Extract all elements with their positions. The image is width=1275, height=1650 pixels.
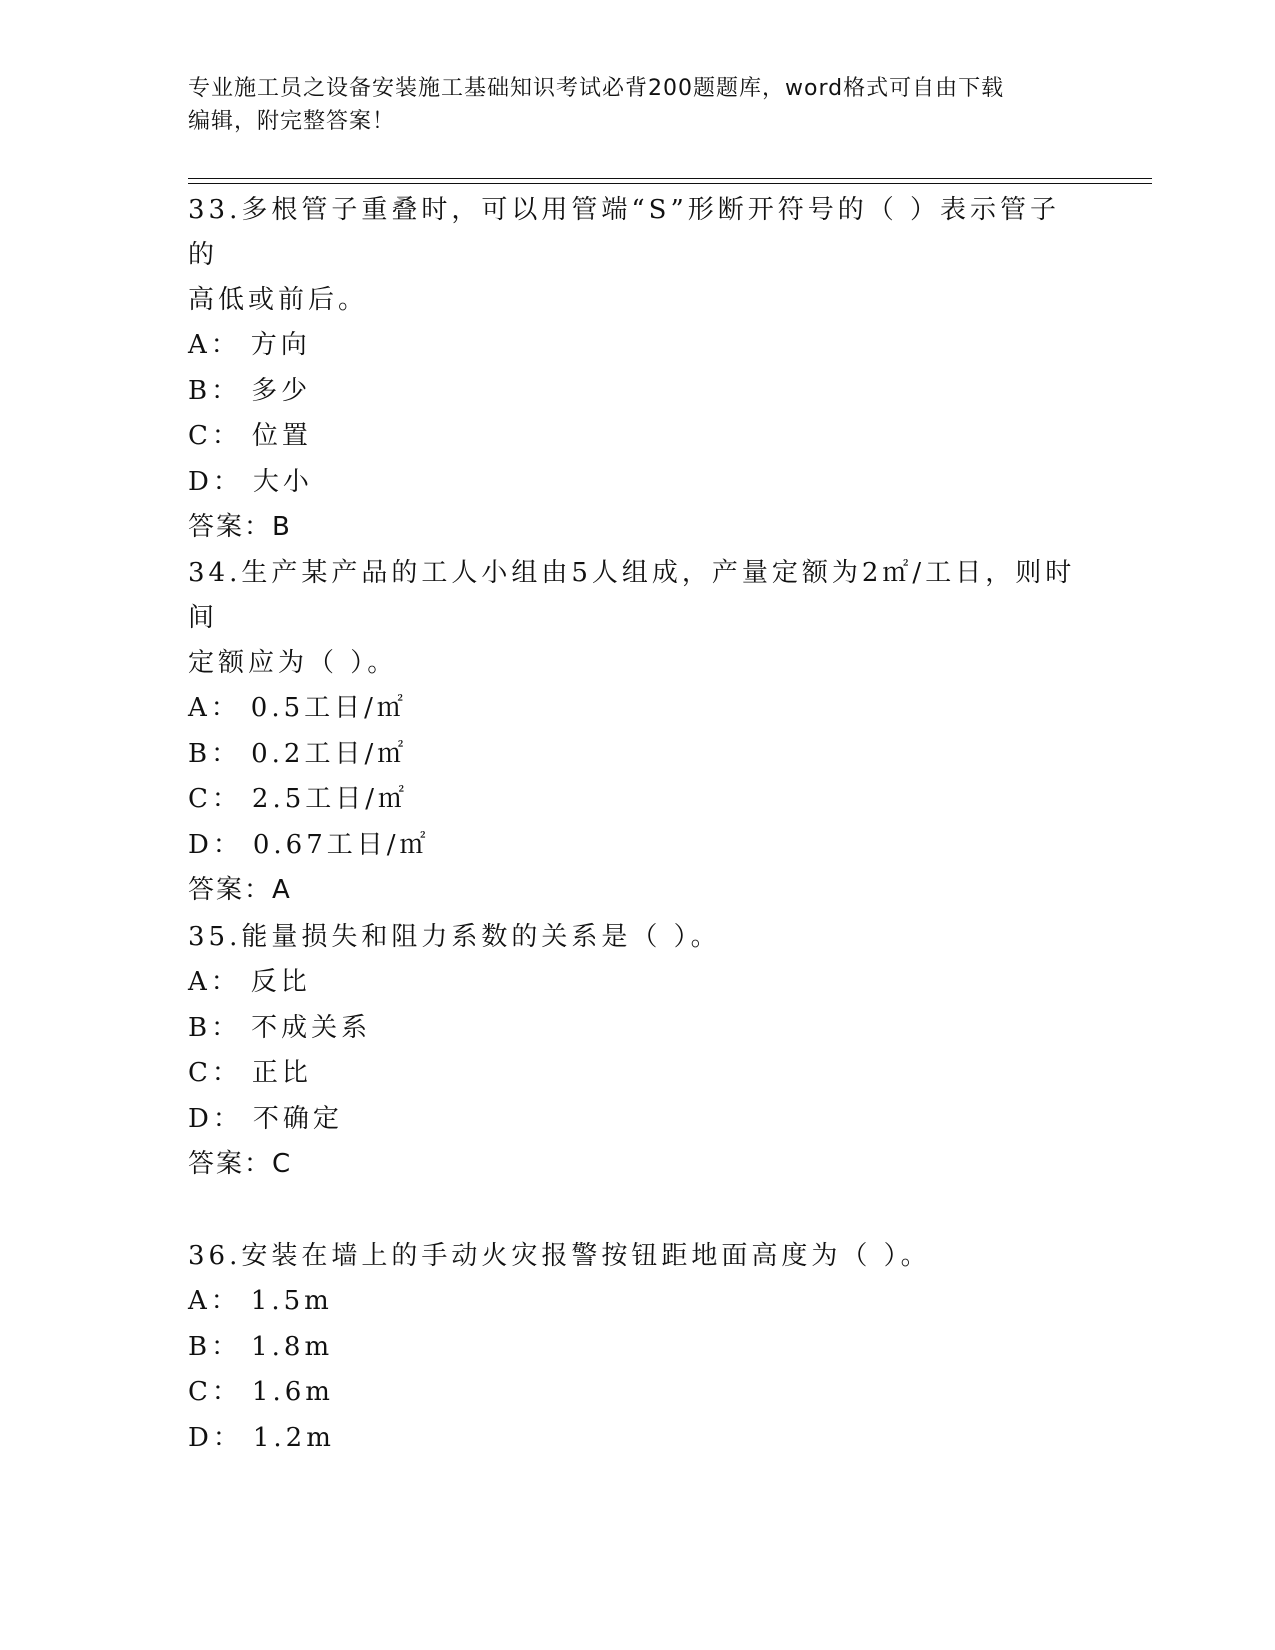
- document-header: [188, 72, 1088, 138]
- option-a: A： 0.5工日/㎡: [188, 693, 407, 723]
- question-stem-line: 定额应为（ ）。: [188, 648, 398, 678]
- option-a: A： 1.5m: [188, 1286, 333, 1316]
- option-d: D： 1.2m: [188, 1422, 335, 1453]
- header-line-1: 专业施工员之设备安装施工基础知识考试必背200题题库，word格式可自由下载: [188, 76, 1005, 101]
- option-c: C： 2.5工日/㎡: [188, 784, 409, 814]
- option-d: D： 0.67工日/㎡: [188, 829, 430, 860]
- question-stem-line: 35.能量损失和阻力系数的关系是（ ）。: [188, 922, 721, 952]
- option-b: B： 不成关系: [188, 1012, 372, 1043]
- option-d: D： 不确定: [188, 1103, 343, 1134]
- answer-line: 答案：A: [188, 875, 292, 905]
- option-b: B： 1.8m: [188, 1331, 334, 1362]
- answer-line: 答案：B: [188, 512, 292, 542]
- answer-line: 答案：C: [188, 1149, 293, 1179]
- header-divider-bottom: [188, 183, 1152, 184]
- question-33: [188, 188, 1088, 550]
- option-c: C： 正比: [188, 1058, 312, 1088]
- question-stem-line: 34.生产某产品的工人小组由5人组成，产量定额为2㎡/工日，则时间: [188, 558, 1076, 633]
- question-stem-line: 高低或前后。: [188, 285, 369, 315]
- question-stem-line: 36.安装在墙上的手动火灾报警按钮距地面高度为（ ）。: [188, 1241, 931, 1271]
- question-34: [188, 551, 1088, 913]
- question-stem: [188, 188, 1088, 323]
- question-stem-line: 33.多根管子重叠时，可以用管端“S”形断开符号的（ ）表示管子的: [188, 195, 1061, 270]
- option-b: B： 0.2工日/㎡: [188, 738, 408, 769]
- question-36: [188, 1234, 1088, 1461]
- option-c: C： 1.6m: [188, 1377, 334, 1407]
- question-stem: [188, 551, 1088, 686]
- question-stem: [188, 915, 1088, 960]
- option-c: C： 位置: [188, 421, 312, 451]
- question-35: [188, 915, 1088, 1187]
- option-a: A： 反比: [188, 967, 311, 997]
- header-line-2: 编辑，附完整答案！: [188, 109, 396, 134]
- option-b: B： 多少: [188, 375, 312, 406]
- option-d: D： 大小: [188, 466, 313, 497]
- question-stem: [188, 1234, 1088, 1279]
- option-a: A： 方向: [188, 330, 311, 360]
- header-divider-top: [188, 178, 1152, 179]
